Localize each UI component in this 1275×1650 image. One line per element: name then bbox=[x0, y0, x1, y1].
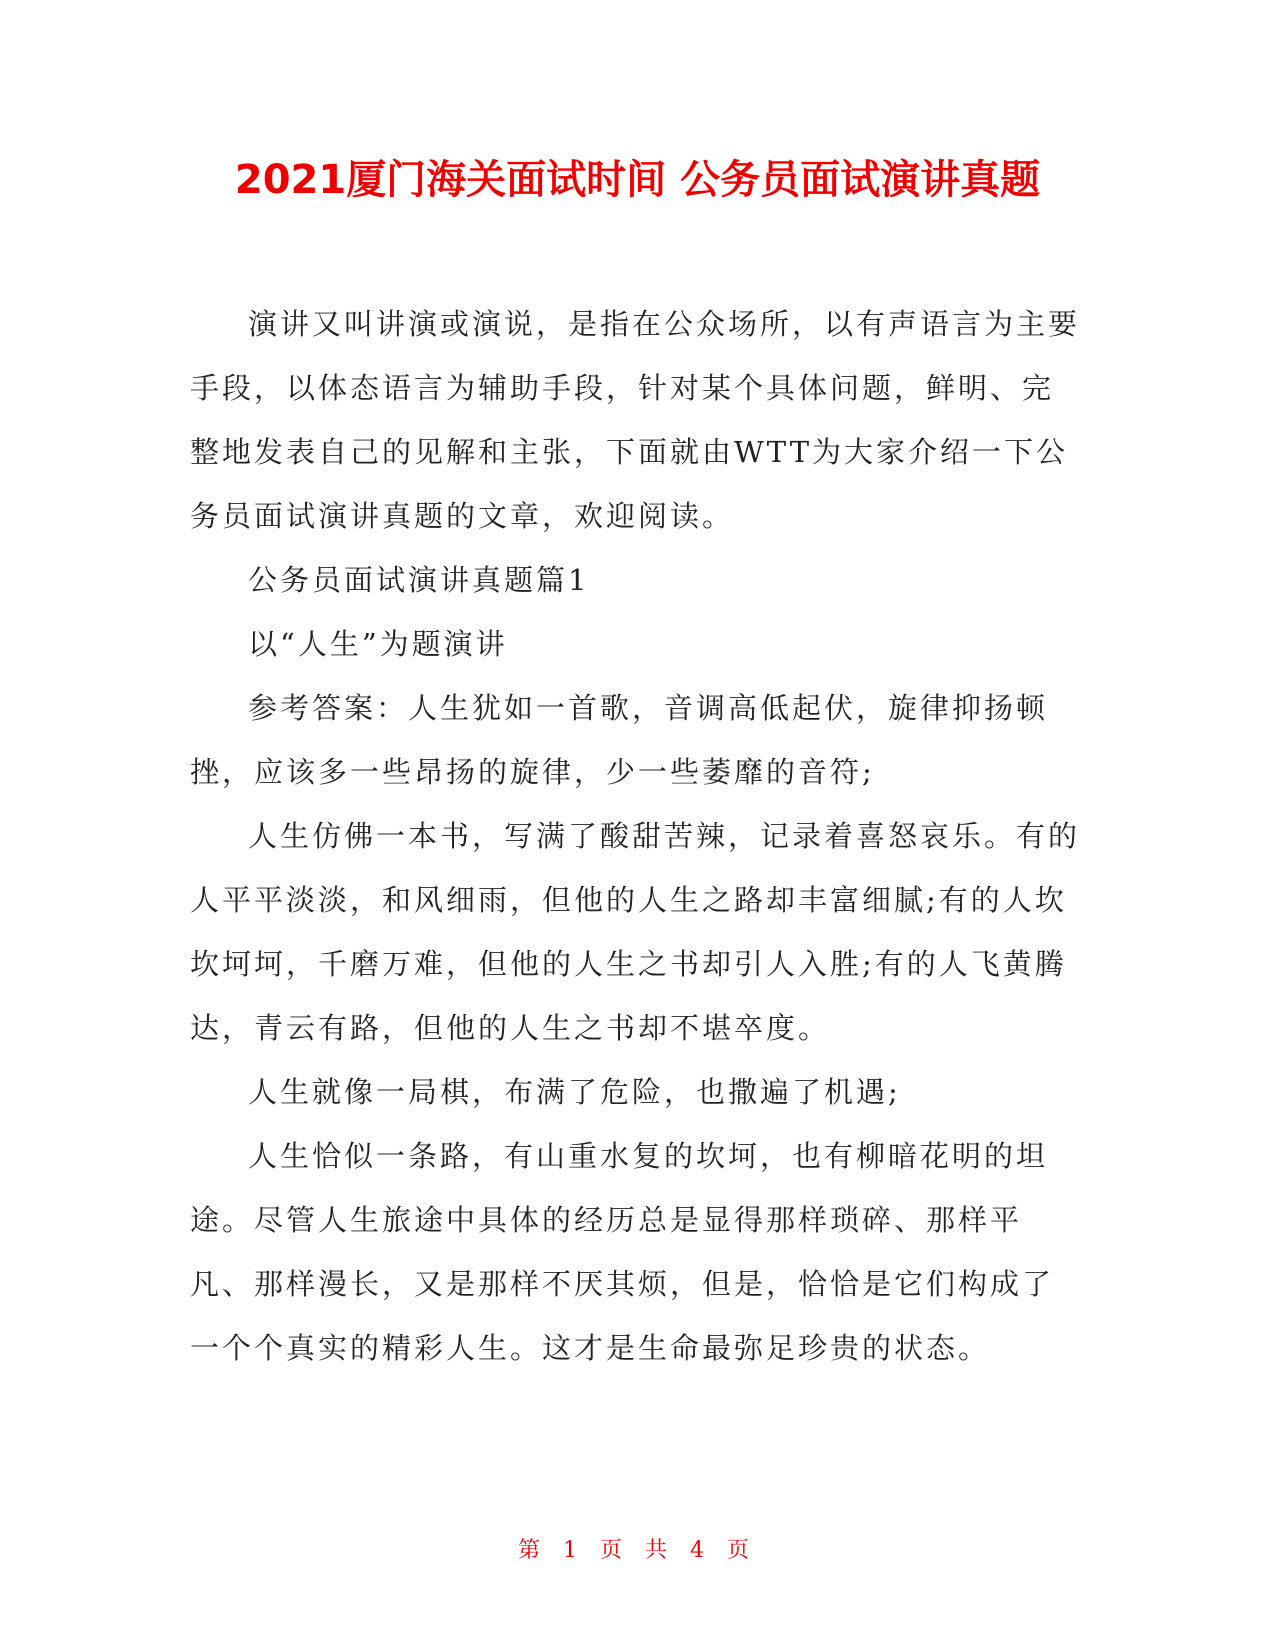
paragraph-intro: 演讲又叫讲演或演说，是指在公众场所，以有声语言为主要手段，以体态语言为辅助手段，针对某个具体问题，鲜明、完整地发表自己的见解和主张，下面就由WTT为大家介绍一下公务员面试演讲真题的文章，欢迎阅读。 bbox=[190, 307, 1081, 533]
paragraph-road: 人生恰似一条路，有山重水复的坎坷，也有柳暗花明的坦途。尽管人生旅途中具体的经历总是显得那样琐碎、那样平凡、那样漫长，又是那样不厌其烦，但是，恰恰是它们构成了一个个真实的精彩人生。这才是生命最弥足珍贵的状态。 bbox=[190, 1139, 1055, 1365]
document-title: 2021厦门海关面试时间 公务员面试演讲真题 bbox=[234, 157, 1041, 203]
page-number-footer: 第 1 页 共 4 页 bbox=[518, 1538, 757, 1563]
paragraph-topic: 以“人生”为题演讲 bbox=[248, 627, 508, 661]
paragraph-answer-song: 参考答案：人生犹如一首歌，音调高低起伏，旋律抑扬顿挫，应该多一些昂扬的旋律，少一些萎靡的音符; bbox=[190, 691, 1049, 789]
paragraph-section-heading: 公务员面试演讲真题篇1 bbox=[248, 563, 590, 597]
paragraph-book: 人生仿佛一本书，写满了酸甜苦辣，记录着喜怒哀乐。有的人平平淡淡，和风细雨，但他的人生之路却丰富细腻;有的人坎坎坷坷，千磨万难，但他的人生之书却引人入胜;有的人飞黄腾达，青云有路，但他的人生之书却不堪卒度。 bbox=[190, 819, 1081, 1045]
document-body bbox=[190, 292, 1084, 1380]
paragraph-chess: 人生就像一局棋，布满了危险，也撒遍了机遇; bbox=[248, 1075, 901, 1109]
